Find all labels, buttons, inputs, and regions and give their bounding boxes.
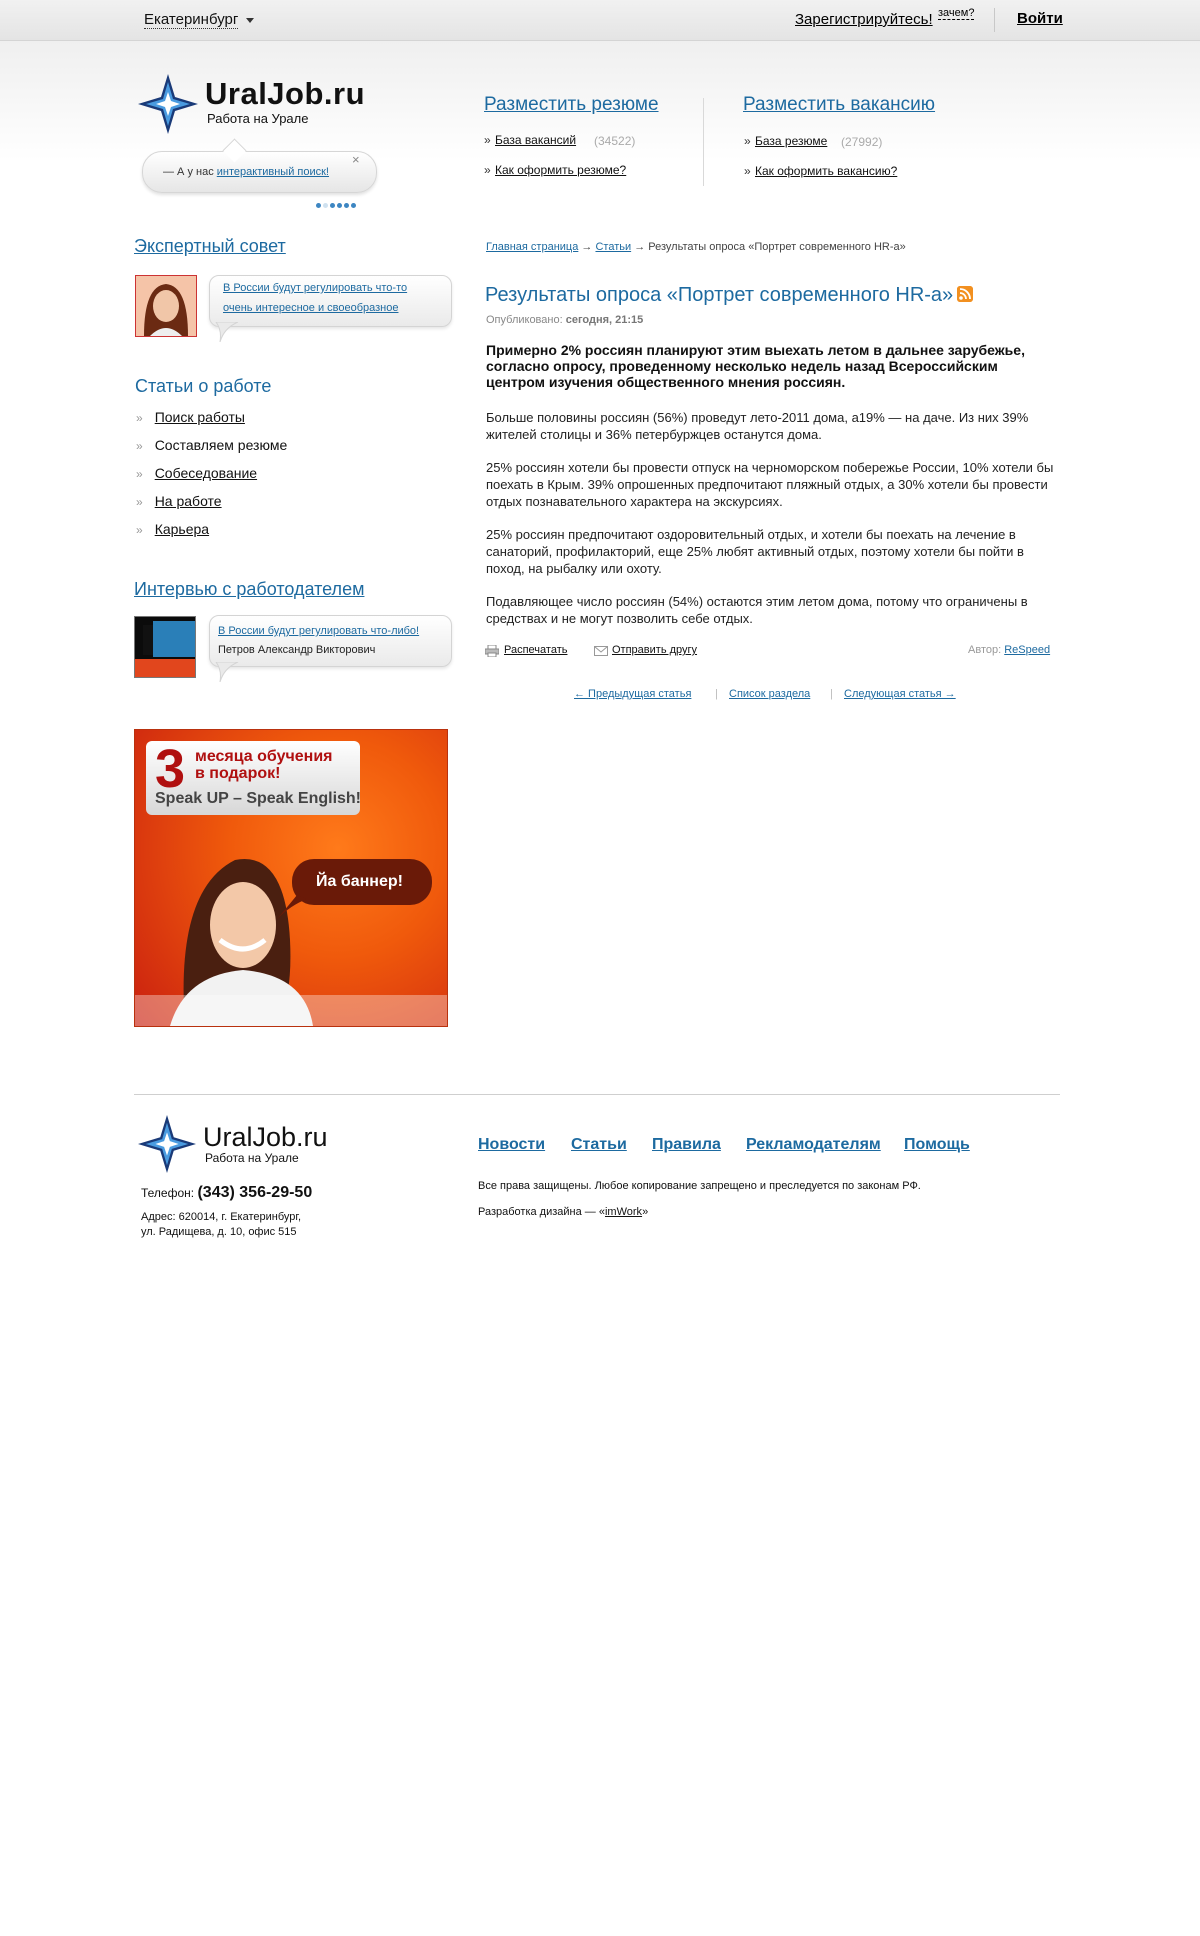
promo-prefix: — А у нас	[163, 166, 217, 178]
footer-nav-advertisers[interactable]: Рекламодателям	[746, 1136, 881, 1153]
section-list-link[interactable]: Список раздела	[729, 688, 811, 700]
logo-star-icon[interactable]	[138, 74, 198, 134]
bullet-icon: »	[136, 495, 143, 509]
author-link[interactable]: ReSpeed	[1004, 644, 1051, 656]
city-label: Екатеринбург	[144, 11, 239, 28]
ad-banner[interactable]	[134, 729, 448, 1027]
interactive-search-link[interactable]: интерактивный поиск!	[216, 166, 329, 178]
article-paragraph: Подавляющее число россиян (54%) остаются этим летом дома, потому что ограничены в средствах и не могут позволить себе отдых.	[486, 594, 1028, 626]
pager-separator: |	[715, 688, 718, 700]
article-paragraph: 25% россиян хотели бы провести отпуск на черноморском побережье России, 10% хотели бы поехать в Крым. 39% опрошенных предпочитают пляжный отдых, а 30% хотели бы провести отдых познавательного характера на экскурсиях.	[486, 460, 1054, 509]
article-menu-link[interactable]: На работе	[154, 493, 222, 509]
author-info	[968, 644, 1050, 656]
footer-logo-star-icon[interactable]	[138, 1115, 196, 1173]
post-vacancy-link[interactable]: Разместить вакансию	[743, 94, 936, 115]
phone-number: (343) 356-29-50	[197, 1184, 313, 1201]
carousel-dot[interactable]	[337, 203, 342, 208]
footer-logo-name[interactable]: UralJob.ru	[203, 1122, 328, 1152]
interview-link[interactable]: В России будут регулировать что-либо!	[218, 625, 420, 637]
address-line1: Адрес: 620014, г. Екатеринбург,	[141, 1211, 302, 1223]
article-menu-item[interactable]	[136, 409, 245, 425]
breadcrumb-arrow-icon: →	[634, 241, 646, 253]
article-menu-link[interactable]: Собеседование	[154, 465, 258, 481]
banner-line1: месяца обучения	[195, 748, 333, 765]
speech-tail	[277, 895, 307, 919]
send-to-friend-link[interactable]: Отправить другу	[612, 644, 698, 656]
article-menu-item[interactable]	[136, 465, 257, 481]
dev-prefix: Разработка дизайна — «	[478, 1206, 605, 1218]
published-label: Опубликовано:	[486, 314, 563, 326]
next-article-link[interactable]: Следующая статья →	[844, 688, 956, 700]
vacancies-db-link[interactable]: База вакансий	[495, 133, 577, 147]
pager-separator: |	[830, 688, 833, 700]
chevron-down-icon	[246, 18, 254, 23]
interview-person: Петров Александр Викторович	[218, 644, 376, 656]
carousel-dot[interactable]	[323, 203, 328, 208]
footer-phone	[141, 1184, 312, 1202]
footer-nav-rules[interactable]: Правила	[652, 1136, 721, 1153]
banner-big-digit: 3	[155, 739, 186, 799]
article-menu-item[interactable]	[136, 521, 209, 537]
bullet-icon: »	[136, 439, 143, 453]
bubble-tail	[214, 322, 240, 342]
dev-suffix: »	[642, 1206, 649, 1218]
carousel-dot[interactable]	[344, 203, 349, 208]
breadcrumb-current: Результаты опроса «Портрет современного HR-а»	[648, 241, 906, 253]
logo-name[interactable]: UralJob.ru	[205, 76, 366, 111]
footer-nav-articles[interactable]: Статьи	[571, 1136, 627, 1153]
bullet-icon: »	[136, 411, 143, 425]
expert-avatar[interactable]	[135, 275, 197, 337]
bullet-arrow-icon: »	[484, 133, 491, 147]
footer-logo-subtitle: Работа на Урале	[205, 1151, 299, 1165]
resume-db-link[interactable]: База резюме	[755, 134, 828, 148]
bullet-icon: »	[136, 523, 143, 537]
publish-info	[486, 314, 643, 326]
carousel-dot[interactable]	[316, 203, 321, 208]
article-menu-link[interactable]: Карьера	[154, 521, 210, 537]
banner-bottom-strip	[135, 995, 447, 1026]
topbar-divider	[994, 8, 995, 32]
print-icon[interactable]	[485, 645, 499, 657]
footer-address	[141, 1210, 361, 1240]
banner-line2: в подарок!	[195, 765, 281, 782]
address-line2: ул. Радищева, д. 10, офис 515	[141, 1226, 297, 1238]
developer-link[interactable]: imWork	[604, 1206, 643, 1218]
mail-icon[interactable]	[594, 646, 608, 656]
article-menu-item[interactable]	[136, 437, 287, 453]
article-menu-link[interactable]: Поиск работы	[154, 409, 245, 425]
banner-slogan: Speak UP – Speak English!	[155, 790, 362, 807]
city-selector[interactable]	[144, 11, 254, 28]
header-divider	[703, 98, 704, 186]
breadcrumb-section[interactable]: Статьи	[595, 241, 632, 253]
rss-icon[interactable]	[957, 286, 973, 302]
footer-copyright: Все права защищены. Любое копирование запрещено и преследуется по законам РФ.	[478, 1180, 921, 1192]
footer-nav-help[interactable]: Помощь	[904, 1136, 970, 1153]
print-link[interactable]: Распечатать	[504, 644, 568, 656]
promo-bubble-text	[163, 166, 329, 178]
article-title: Результаты опроса «Портрет современного HR-а»	[485, 284, 954, 306]
article-menu-item[interactable]	[136, 493, 222, 509]
article-paragraph: 25% россиян предпочитают оздоровительный отдых, и хотели бы поехать на лечение в санаторий, профилакторий, еще 25% любят активный отдых, поэтому хотели бы пойти в поход, на рыбалку или охоту.	[486, 527, 1024, 576]
breadcrumb	[486, 241, 906, 253]
footer-divider	[134, 1094, 1060, 1095]
logo-subtitle: Работа на Урале	[207, 111, 309, 126]
post-resume-link[interactable]: Разместить резюме	[484, 94, 659, 115]
footer-developer	[478, 1206, 648, 1218]
bubble-tail	[214, 662, 240, 682]
how-resume-link[interactable]: Как оформить резюме?	[495, 163, 627, 177]
interview-avatar[interactable]	[134, 616, 196, 678]
register-link[interactable]: Зарегистрируйтесь!	[795, 11, 933, 28]
carousel-dots[interactable]	[316, 195, 358, 213]
phone-label: Телефон:	[141, 1186, 195, 1200]
bullet-arrow-icon: »	[744, 164, 751, 178]
work-articles-title: Статьи о работе	[135, 376, 272, 396]
breadcrumb-home[interactable]: Главная страница	[486, 241, 579, 253]
prev-article-link[interactable]: ← Предыдущая статья	[574, 688, 692, 700]
how-vacancy-link[interactable]: Как оформить вакансию?	[755, 164, 898, 178]
carousel-dot[interactable]	[351, 203, 356, 208]
article-lead: Примерно 2% россиян планируют этим выехать летом в дальнее зарубежье, согласно опросу, проведенному несколько недель назад Всероссийским центром изучения общественного мнения россиян.	[486, 342, 1025, 390]
why-link[interactable]: зачем?	[938, 7, 975, 19]
close-icon[interactable]: ×	[352, 152, 360, 167]
resume-count: (27992)	[841, 135, 883, 149]
article-paragraph: Больше половины россиян (56%) проведут лето-2011 дома, а19% — на даче. Из них 39% жителей столицы и 36% петербуржцев останутся дома.	[486, 410, 1029, 442]
published-value: сегодня, 21:15	[565, 314, 644, 326]
banner-offer-text	[195, 748, 333, 782]
employer-interview-title[interactable]: Интервью с работодателем	[134, 579, 365, 599]
banner-speech-text: Йа баннер!	[316, 873, 403, 890]
vacancies-count: (34522)	[594, 134, 636, 148]
article-menu-label-active[interactable]: Составляем резюме	[154, 437, 288, 453]
breadcrumb-arrow-icon: →	[581, 241, 593, 253]
expert-advice-title[interactable]: Экспертный совет	[134, 236, 286, 256]
carousel-dot[interactable]	[330, 203, 335, 208]
bullet-arrow-icon: »	[484, 163, 491, 177]
author-label: Автор:	[968, 644, 1002, 656]
login-link[interactable]: Войти	[1017, 10, 1063, 27]
bullet-icon: »	[136, 467, 143, 481]
expert-advice-link[interactable]: В России будут регулировать что-то очень интересное и своеобразное	[223, 282, 408, 314]
footer-nav-news[interactable]: Новости	[478, 1136, 546, 1153]
bullet-arrow-icon: »	[744, 134, 751, 148]
